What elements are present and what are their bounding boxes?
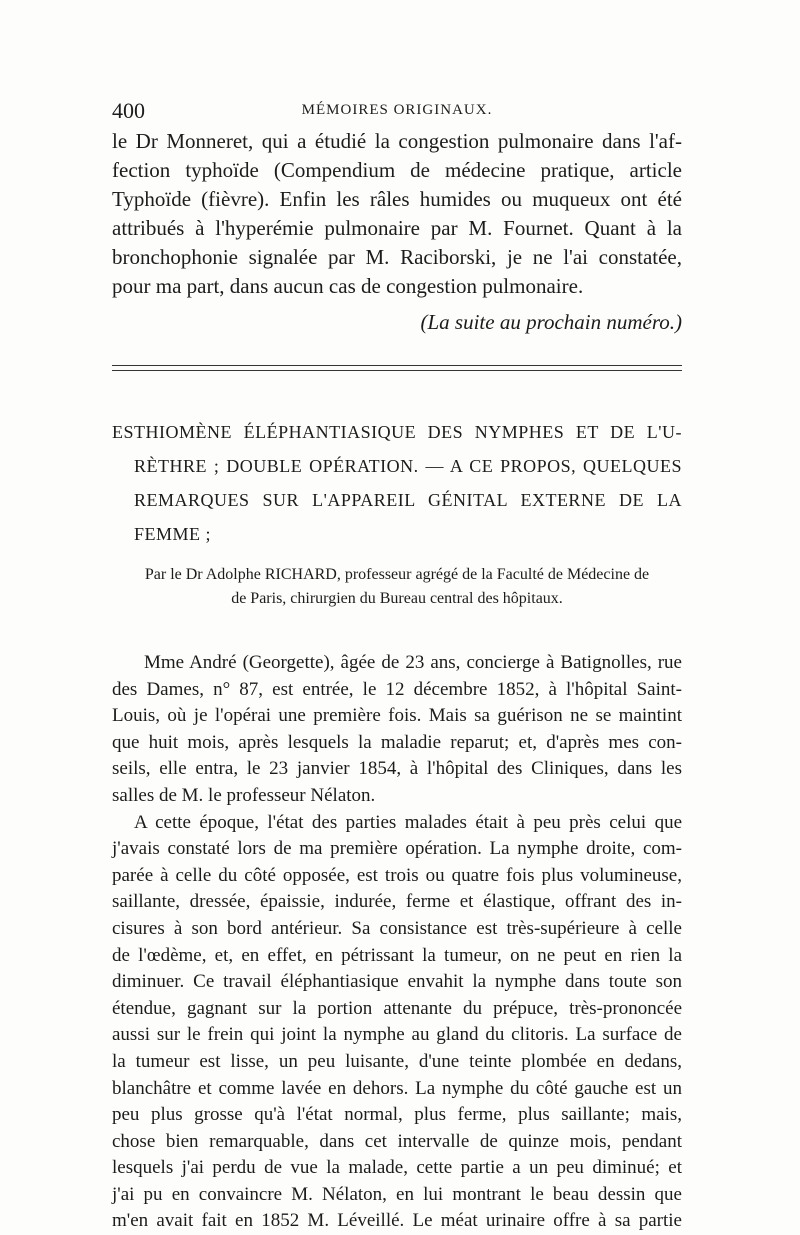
to-be-continued-note: (La suite au prochain numéro.) — [420, 310, 682, 334]
text-line: attribués à l'hyperémie pulmonaire par M. Fournet. Quant à la — [112, 216, 682, 240]
text-line: cisures à son bord antérieur. Sa consistance est très-supérieure à celle — [112, 917, 682, 939]
text-line: m'en avait fait en 1852 M. Léveillé. Le méat urinaire offre à sa partie — [112, 1210, 682, 1232]
text-line: que huit mois, après lesquels la maladie reparut; et, d'après mes con- — [112, 731, 682, 753]
author-byline — [112, 563, 682, 611]
title-line: REMARQUES SUR L'APPAREIL GÉNITAL EXTERNE DE LA — [134, 490, 682, 510]
text-line: le Dr Monneret, qui a étudié la congestion pulmonaire dans l'af- — [112, 129, 682, 153]
page-number: 400 — [112, 98, 145, 123]
text-line: Mme André (Georgette), âgée de 23 ans, concierge à Batignolles, rue — [144, 652, 682, 673]
text-line: aussi sur le frein qui joint la nymphe au gland du clitoris. La surface de — [112, 1024, 682, 1046]
title-line: ESTHIOMÈNE ÉLÉPHANTIASIQUE DES NYMPHES ET DE L'U- — [112, 422, 682, 442]
byline-line: de Paris, chirurgien du Bureau central des hôpitaux. — [231, 590, 563, 607]
text-line: bronchophonie signalée par M. Raciborski, je ne l'ai constatée, — [112, 245, 682, 269]
text-line: des Dames, n° 87, est entrée, le 12 décembre 1852, à l'hôpital Saint- — [112, 678, 682, 700]
text-line: salles de M. le professeur Nélaton. — [112, 784, 376, 806]
text-line: j'ai pu en convaincre M. Nélaton, en lui montrant le beau dessin que — [112, 1183, 682, 1205]
text-line: pour ma part, dans aucun cas de congestion pulmonaire. — [112, 274, 584, 298]
text-line: Louis, où je l'opérai une première fois. Mais sa guérison ne se maintint — [112, 705, 682, 727]
text-line: blanchâtre et comme lavée en dehors. La nymphe du côté gauche est un — [112, 1077, 682, 1099]
text-line: fection typhoïde (Compendium de médecine pratique, article — [112, 158, 682, 182]
article-title — [112, 415, 682, 551]
article-body — [112, 650, 682, 1235]
text-line: étendue, gagnant sur la portion attenante du prépuce, très-prononcée — [112, 997, 682, 1019]
text-line: de l'œdème, et, en effet, en pétrissant la tumeur, on ne peut en rien la — [112, 944, 682, 966]
text-line: saillante, dressée, épaissie, indurée, ferme et élastique, offrant des in- — [112, 891, 682, 913]
section-divider — [112, 370, 682, 371]
text-line: diminuer. Ce travail éléphantiasique envahit la nymphe dans toute son — [112, 971, 682, 993]
text-line: A cette époque, l'état des parties malades était à peu près celui que — [134, 811, 682, 833]
byline-line: Par le Dr Adolphe RICHARD, professeur agrégé de la Faculté de Médecine de — [144, 566, 650, 583]
title-line: RÈTHRE ; DOUBLE OPÉRATION. — A CE PROPOS, QUELQUES — [134, 456, 682, 476]
continuation-paragraph — [112, 127, 682, 301]
title-line: FEMME ; — [134, 524, 212, 544]
text-line: lesquels j'ai perdu de vue la malade, cette partie a un peu diminué; et — [112, 1157, 682, 1179]
text-line: Typhoïde (fièvre). Enfin les râles humides ou muqueux ont été — [112, 187, 682, 211]
page-header — [112, 98, 682, 128]
section-divider — [112, 365, 682, 366]
text-line: chose bien remarquable, dans cet intervalle de quinze mois, pendant — [112, 1130, 682, 1152]
text-line: j'avais constaté lors de ma première opération. La nymphe droite, com- — [112, 838, 682, 860]
text-line: parée à celle du côté opposée, est trois ou quatre fois plus volumineuse, — [112, 864, 682, 886]
text-line: peu plus grosse qu'à l'état normal, plus ferme, plus saillante; mais, — [112, 1104, 682, 1126]
text-line: la tumeur est lisse, un peu luisante, d'une teinte plombée en dedans, — [112, 1050, 682, 1072]
text-line: seils, elle entra, le 23 janvier 1854, à l'hôpital des Cliniques, dans les — [112, 758, 682, 780]
running-title: MÉMOIRES ORIGINAUX. — [301, 102, 493, 118]
